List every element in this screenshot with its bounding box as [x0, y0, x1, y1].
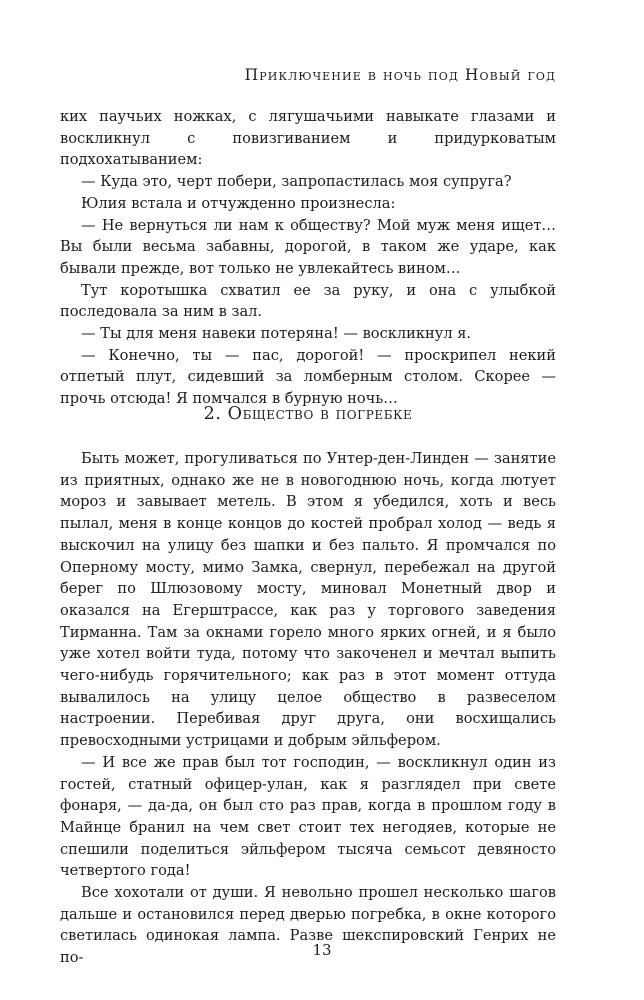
- paragraph: — Не вернуться ли нам к обществу? Мой муж меня ищет… Вы были весьма забавны, дорогой, в таком же ударе, как бывали прежде, вот только не увлекайтесь вином…: [60, 216, 556, 277]
- paragraph: — Ты для меня навеки потеряна! — воскликнул я.: [81, 325, 472, 343]
- page-number: 13: [312, 941, 332, 959]
- paragraph: Юлия встала и отчужденно произнесла:: [81, 194, 396, 212]
- running-head: Приключение в ночь под Новый год: [244, 66, 556, 84]
- paragraph: Быть может, прогуливаться по Унтер-ден-Линден — занятие из приятных, однако же не в новогоднюю ночь, когда лютует мороз и завывает метель. В этом я убедился, хоть и весь пылал, меня в конце концов до костей пробрал холод — ведь я выскочил на улицу без шапки и без пальто. Я промчался по Оперному мосту, мимо Замка, свернул, перебежал на другой берег по Шлюзовому мосту, миновал Монетный двор и оказался на Егерштрассе, как раз у торгового заведения Тирманна. Там за окнами горело много ярких огней, и я было уже хотел войти туда, потому что закоченел и мечтал выпить чего-нибудь горячительного; как раз в этот момент оттуда вывалилось на улицу целое общество в развеселом настроении. Перебивая друг друга, они восхищались превосходными устрицами и добрым эйльфером.: [60, 450, 556, 750]
- paragraph: Тут коротышка схватил ее за руку, и она с улыбкой последовала за ним в зал.: [60, 281, 556, 321]
- section-heading: 2. Общество в погребке: [203, 404, 413, 424]
- top-text-block: [60, 106, 556, 410]
- paragraph: — Конечно, ты — пас, дорогой! — проскрипел некий отпетый плут, сидевший за ломберным столом. Скорее — прочь отсюда! Я помчался в бурную ночь…: [60, 346, 556, 408]
- section-text-block: [60, 448, 556, 969]
- paragraph: — И все же прав был тот господин, — воскликнул один из гостей, статный офицер-улан, как я разглядел при свете фонаря, — да-да, он был сто раз прав, когда в прошлом году в Майнце бранил на чем свет стоит тех негодяев, которые не спешили поделиться эйльфером тысяча семьсот девяносто четвертого года!: [60, 753, 556, 880]
- paragraph: — Куда это, черт побери, запропастилась моя супруга?: [81, 173, 512, 191]
- paragraph: Все хохотали от души. Я невольно прошел несколько шагов дальше и остановился перед дверью погребка, в окне которого светилась одинокая лампа. Разве шекспировский Генрих не по-: [60, 884, 556, 967]
- paragraph-continuation: ких паучьих ножках, с лягушачьими навыкате глазами и воскликнул с повизгиванием и придурковатым подхохатыванием:: [60, 108, 556, 169]
